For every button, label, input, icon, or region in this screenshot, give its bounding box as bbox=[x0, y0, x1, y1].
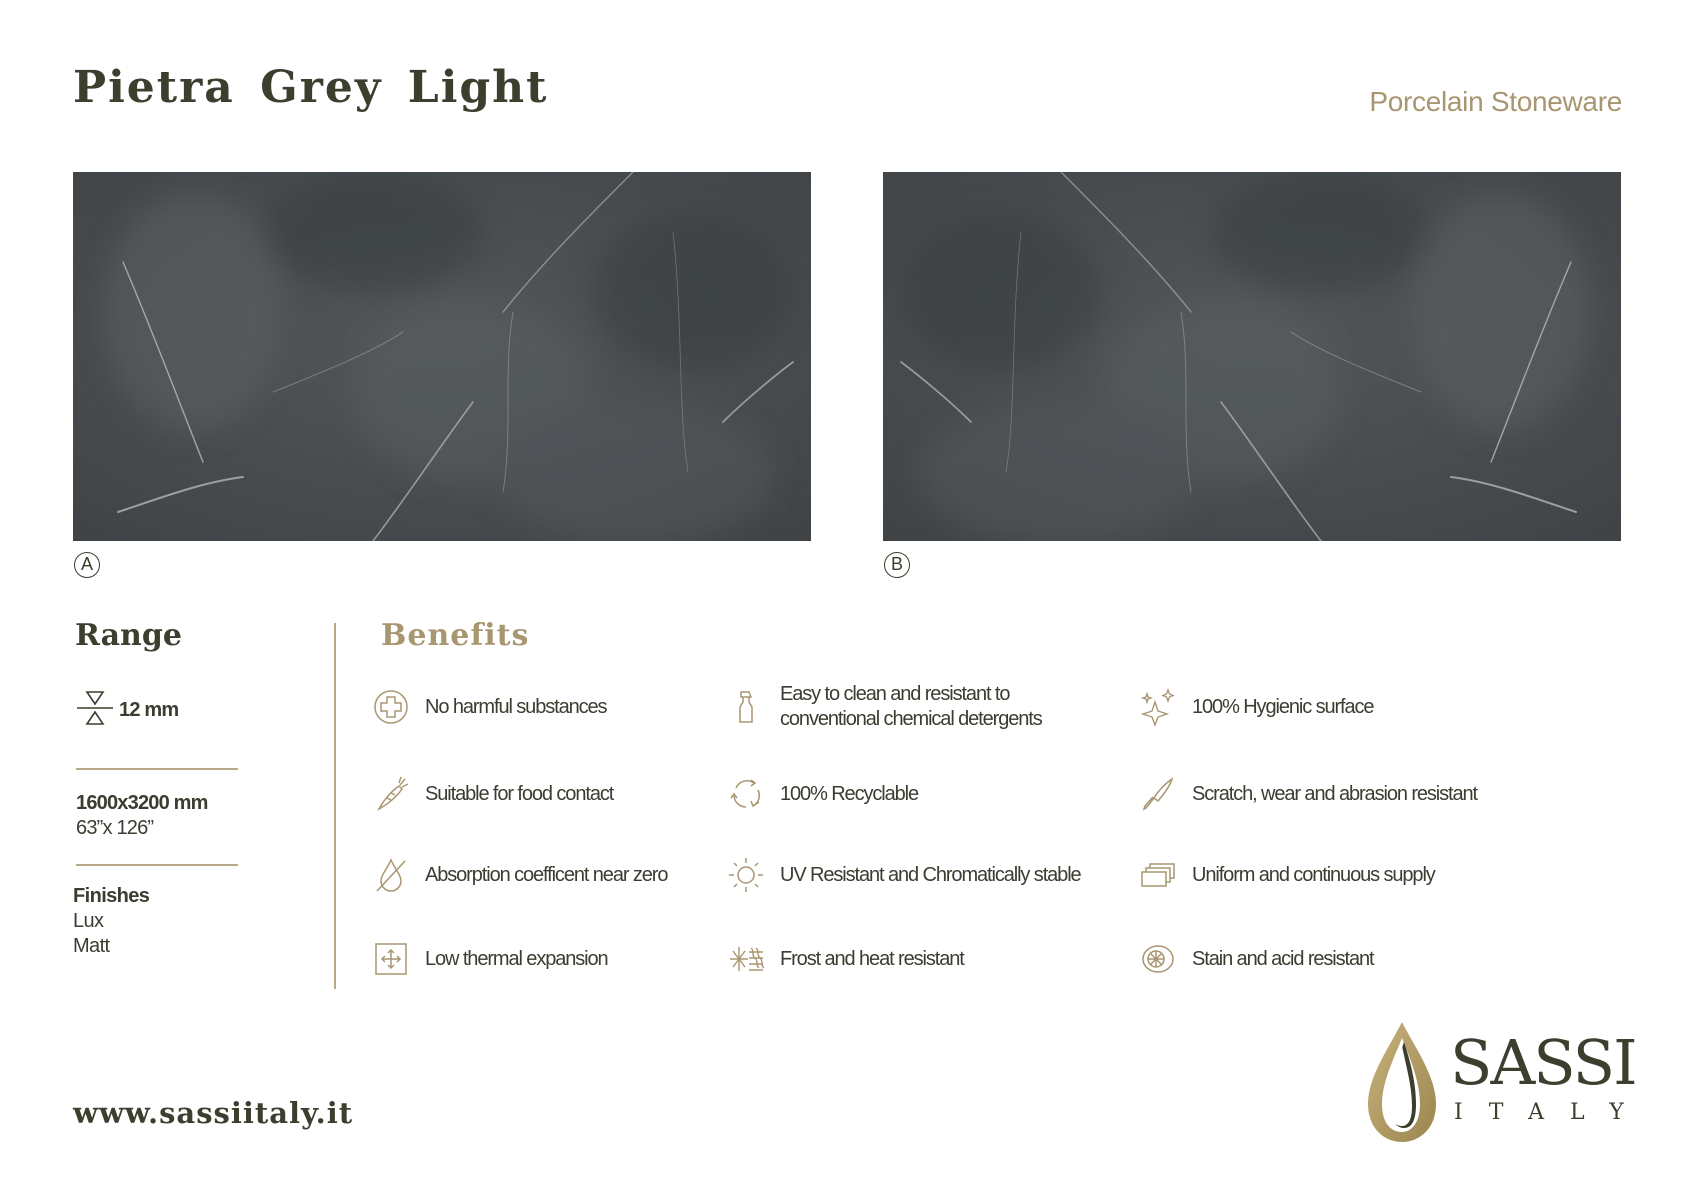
thickness-spec bbox=[75, 690, 178, 730]
benefit-item bbox=[726, 850, 1081, 900]
finish-lux: Lux bbox=[73, 910, 104, 932]
logo-subtext: ITALY bbox=[1454, 1100, 1650, 1125]
benefit-item bbox=[1138, 682, 1373, 732]
benefit-label: Easy to clean and resistant to conventional chemical detergents bbox=[780, 683, 1042, 730]
range-heading: Range bbox=[75, 618, 182, 653]
column-divider bbox=[334, 623, 336, 989]
benefit-item bbox=[726, 769, 918, 819]
benefit-label: 100% Hygienic surface bbox=[1192, 695, 1374, 718]
benefit-item bbox=[1138, 769, 1477, 819]
benefit-label: Low thermal expansion bbox=[425, 947, 608, 970]
spray-bottle-icon bbox=[726, 687, 766, 727]
benefit-item bbox=[371, 934, 608, 984]
slab-label-b: B bbox=[884, 552, 910, 578]
benefit-label: 100% Recyclable bbox=[780, 782, 919, 805]
benefit-item bbox=[726, 682, 1070, 732]
carrot-icon bbox=[371, 774, 411, 814]
benefit-item bbox=[726, 934, 964, 984]
benefit-label: UV Resistant and Chromatically stable bbox=[780, 863, 1081, 886]
benefit-label: Uniform and continuous supply bbox=[1192, 863, 1435, 886]
range-divider-2 bbox=[76, 864, 238, 866]
sun-icon bbox=[726, 855, 766, 895]
benefit-label: Absorption coefficent near zero bbox=[425, 863, 668, 886]
expansion-icon bbox=[371, 939, 411, 979]
recycle-icon bbox=[726, 774, 766, 814]
size-mm: 1600x3200 mm bbox=[76, 792, 208, 814]
material-subtitle: Porcelain Stoneware bbox=[1369, 86, 1622, 117]
slab-image-a bbox=[73, 172, 811, 541]
lemon-icon bbox=[1138, 939, 1178, 979]
thickness-icon bbox=[75, 688, 115, 733]
finishes-spec bbox=[73, 884, 149, 959]
benefit-item bbox=[371, 769, 613, 819]
benefit-item bbox=[371, 682, 606, 732]
benefit-item bbox=[1138, 934, 1374, 984]
finishes-heading: Finishes bbox=[73, 885, 150, 907]
finish-matt: Matt bbox=[73, 935, 110, 957]
medical-cross-icon bbox=[371, 687, 411, 727]
range-divider-1 bbox=[76, 768, 238, 770]
slab-image-b bbox=[883, 172, 1621, 541]
sparkle-icon bbox=[1138, 687, 1178, 727]
frost-heat-icon bbox=[726, 939, 766, 979]
size-spec bbox=[76, 791, 208, 841]
benefit-label: Stain and acid resistant bbox=[1192, 947, 1374, 970]
logo-wordmark: SASSI bbox=[1450, 1026, 1636, 1099]
knife-icon bbox=[1138, 774, 1178, 814]
benefit-label: Frost and heat resistant bbox=[780, 947, 964, 970]
slab-label-a: A bbox=[74, 552, 100, 578]
benefit-label: Scratch, wear and abrasion resistant bbox=[1192, 782, 1478, 805]
size-inches: 63”x 126” bbox=[76, 817, 154, 839]
stacked-slabs-icon bbox=[1138, 855, 1178, 895]
benefits-heading: Benefits bbox=[381, 618, 530, 653]
stone-drop-icon bbox=[1362, 1016, 1442, 1146]
thickness-value: 12 mm bbox=[119, 698, 179, 721]
benefit-label: Suitable for food contact bbox=[425, 782, 614, 805]
website-link[interactable]: www.sassiitaly.it bbox=[73, 1096, 354, 1130]
benefit-item bbox=[1138, 850, 1435, 900]
benefit-item bbox=[371, 850, 667, 900]
page-title: Pietra Grey Light bbox=[73, 62, 549, 113]
sassi-italy-logo bbox=[1362, 1016, 1650, 1146]
drop-slash-icon bbox=[371, 855, 411, 895]
benefit-label: No harmful substances bbox=[425, 695, 607, 718]
